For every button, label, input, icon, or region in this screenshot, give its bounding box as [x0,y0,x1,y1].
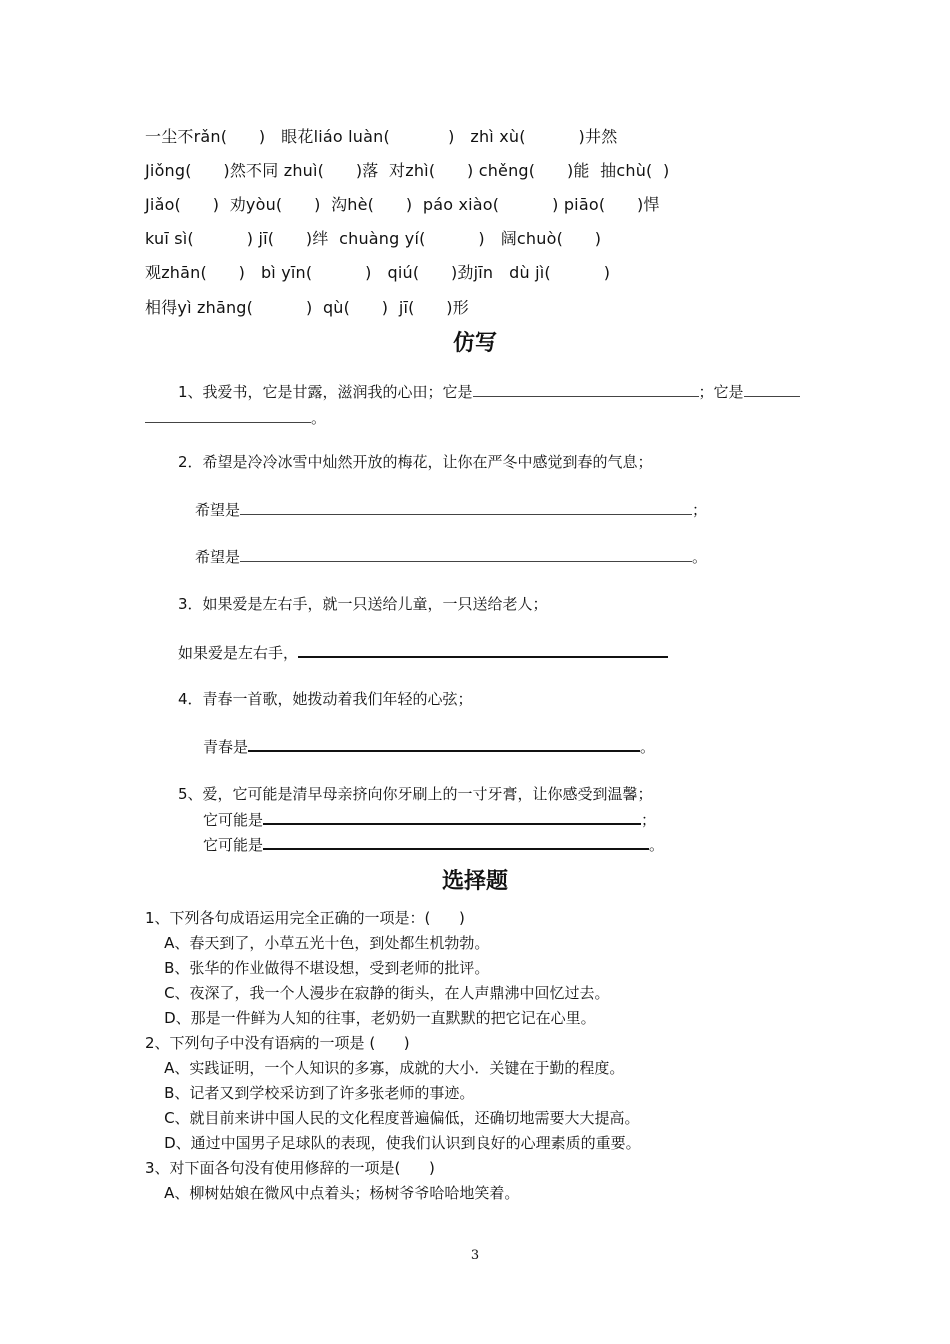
choice-option: C、夜深了，我一个人漫步在寂静的街头，在人声鼎沸中回忆过去。 [145,984,610,1002]
answer-blank[interactable] [298,642,668,658]
choice-question: 1、下列各句成语运用完全正确的一项是：( ) [145,909,465,927]
choice-option: C、就目前来讲中国人民的文化程度普遍偏低，还确切地需要大大提高。 [145,1109,640,1127]
question-2-line-end: ； [692,501,708,519]
choice-option: A、春天到了，小草五光十色，到处都生机勃勃。 [145,934,490,952]
answer-blank[interactable] [240,500,692,515]
question-5-answer-line [203,809,656,830]
section-heading-imitation: 仿写 [452,331,497,356]
question-4-prefix: 青春是 [203,738,249,756]
question-1 [178,382,800,402]
question-3-answer-line [178,642,668,663]
pinyin-row: 观zhān( ) bì yīn( ) qiú( )劲jīn dù jì( ) [145,263,611,282]
pinyin-row: 相得yì zhāng( ) qù( ) jī( )形 [145,298,469,317]
choice-option: B、张华的作业做得不堪设想，受到老师的批评。 [145,959,490,977]
answer-blank[interactable] [263,834,649,850]
question-4: 4．青春一首歌，她拨动着我们年轻的心弦； [178,690,473,708]
question-5: 5、爱，它可能是清早母亲挤向你牙刷上的一寸牙膏，让你感受到温馨； [178,785,653,803]
question-3: 3．如果爱是左右手，就一只送给儿童，一只送给老人； [178,595,548,613]
answer-blank[interactable] [263,809,641,825]
question-2: 2．希望是冷冷冰雪中灿然开放的梅花，让你在严冬中感觉到春的气息； [178,453,653,471]
page-number: 3 [470,1248,480,1263]
answer-blank[interactable] [744,382,800,397]
question-4-answer-line [203,736,655,757]
pinyin-row: Jiǒng( )然不同 zhuì( )落 对zhì( ) chěng( )能 抽chù( ) [145,161,670,180]
section-heading-choice: 选择题 [441,869,508,894]
question-5-prefix: 它可能是 [203,836,264,854]
choice-option: D、那是一件鲜为人知的往事，老奶奶一直默默的把它记在心里。 [145,1009,596,1027]
question-5-line-end: ； [641,811,657,829]
choice-option: A、柳树姑娘在微风中点着头；杨树爷爷哈哈地笑着。 [145,1184,520,1202]
question-2-answer-line [195,547,707,567]
pinyin-row: 一尘不rǎn( ) 眼花liáo luàn( ) zhì xù( )井然 [145,127,618,146]
choice-option: D、通过中国男子足球队的表现，使我们认识到良好的心理素质的重要。 [145,1134,641,1152]
question-5-answer-line [203,834,664,855]
pinyin-row: Jiǎo( ) 劝yòu( ) 沟hè( ) páo xiào( ) piāo( )悍 [145,195,660,214]
question-3-prefix: 如果爱是左右手， [178,644,299,662]
answer-blank[interactable] [145,408,311,423]
answer-blank[interactable] [240,547,692,562]
choice-option: B、记者又到学校采访到了许多张老师的事迹。 [145,1084,475,1102]
answer-blank[interactable] [248,736,640,752]
question-2-prefix: 希望是 [195,501,241,519]
question-5-line-end: 。 [649,836,665,854]
question-4-end: 。 [640,738,656,756]
question-1-continued [145,408,326,428]
question-2-prefix: 希望是 [195,548,241,566]
question-1-end: 。 [311,409,327,427]
question-5-prefix: 它可能是 [203,811,264,829]
question-1-text: 1、我爱书，它是甘露，滋润我的心田；它是 [178,383,473,401]
choice-question: 3、对下面各句没有使用修辞的一项是( ) [145,1159,435,1177]
answer-blank[interactable] [473,382,699,397]
question-2-line-end: 。 [692,548,708,566]
choice-question: 2、下列句子中没有语病的一项是 ( ) [145,1034,410,1052]
question-1-mid: ；它是 [698,383,744,401]
choice-option: A、实践证明，一个人知识的多寡，成就的大小．关键在于勤的程度。 [145,1059,625,1077]
question-2-answer-line [195,500,707,520]
pinyin-row: kuī sì( ) jī( )绊 chuàng yí( ) 阔chuò( ) [145,229,602,248]
